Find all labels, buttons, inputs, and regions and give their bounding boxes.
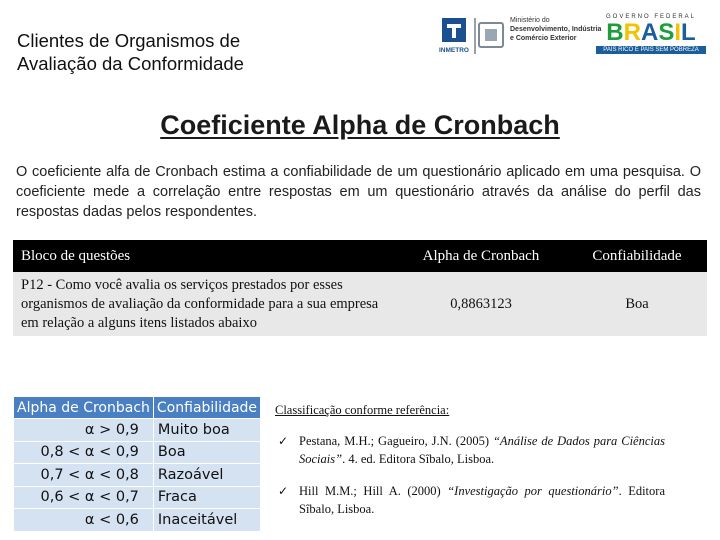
reliability-cell: Boa	[567, 272, 707, 336]
table-row	[14, 509, 261, 532]
brasil-letter: A	[640, 19, 659, 46]
ministry-line-3: e Comércio Exterior	[510, 35, 577, 42]
brasil-logo	[596, 14, 706, 58]
brasil-letter: L	[681, 19, 696, 46]
reference-publisher: . 4. ed. Editora Sîbalo, Lisboa.	[342, 452, 495, 466]
table-row	[14, 464, 261, 487]
brasil-wordmark	[596, 21, 706, 45]
alpha-range-cell: 0,7 < α < 0,8	[14, 464, 154, 487]
reference-title: “Análise de Dados para Ciências Sociais”	[299, 434, 665, 466]
reliability-label-cell: Fraca	[153, 486, 260, 509]
brasil-tagline: PAÍS RICO É PAÍS SEM POBREZA	[596, 46, 706, 54]
page-title: Coeficiente Alpha de Cronbach	[160, 110, 560, 140]
cronbach-results-table	[13, 240, 707, 336]
alpha-range-cell: 0,6 < α < 0,7	[14, 486, 154, 509]
inmetro-logo-text: INMETRO	[439, 47, 469, 54]
brasil-letter: S	[658, 19, 675, 46]
header-title-line-1: Clientes de Organismos de	[17, 30, 241, 51]
reference-authors: Hill M.M.; Hill A. (2000)	[299, 484, 448, 498]
reliability-label-cell: Boa	[153, 441, 260, 464]
classification-header-reliability: Confiabilidade	[153, 397, 260, 419]
brasil-letter: B	[606, 19, 624, 46]
reference-title: “Investigação por questionário”	[447, 484, 619, 498]
header-question-block: Bloco de questões	[13, 240, 395, 272]
header-title-line-2: Avaliação da Conformidade	[17, 53, 244, 74]
brasil-letter: R	[623, 19, 641, 46]
header-alpha: Alpha de Cronbach	[395, 240, 567, 272]
brasil-gov-text: GOVERNO FEDERAL	[605, 14, 696, 20]
references-section	[275, 403, 665, 532]
header-reliability: Confiabilidade	[567, 240, 707, 272]
classification-header-alpha: Alpha de Cronbach	[14, 397, 154, 419]
alpha-range-cell: α < 0,6	[14, 509, 154, 532]
reliability-label-cell: Razoável	[153, 464, 260, 487]
header-title	[17, 29, 347, 75]
reference-item	[275, 482, 665, 518]
table-row	[14, 486, 261, 509]
alpha-range-cell: α > 0,9	[14, 419, 154, 442]
classification-header-row	[14, 397, 261, 419]
reliability-label-cell: Inaceitável	[153, 509, 260, 532]
table-row	[13, 272, 707, 336]
reference-publisher: . Editora Sîbalo, Lisboa.	[299, 484, 665, 516]
reference-authors: Pestana, M.H.; Gagueiro, J.N. (2005)	[299, 434, 493, 448]
ministry-line-2: Desenvolvimento, Indústria	[510, 26, 602, 33]
ministry-text	[510, 16, 601, 43]
logo-divider	[474, 18, 476, 54]
ministry-logo	[478, 16, 608, 56]
references-heading: Classificação conforme referência:	[275, 403, 450, 417]
classification-table	[13, 396, 261, 532]
alpha-value-cell: 0,8863123	[395, 272, 567, 336]
checkmark-icon: ✓	[278, 484, 289, 498]
checkmark-icon: ✓	[278, 434, 289, 448]
question-cell: P12 - Como você avalia os serviços prestados por esses organismos de avaliação da conformidade para a sua empresa em relação a alguns itens listados abaixo	[13, 272, 395, 336]
ministry-line-1: Ministério do	[510, 17, 550, 24]
intro-paragraph: O coeficiente alfa de Cronbach estima a confiabilidade de um questionário aplicado em uma pesquisa. O coeficiente mede a correlação entre respostas em um questionário através da análise do perfil das respostas dadas pelos respondentes.	[16, 164, 701, 220]
table-row	[14, 441, 261, 464]
reference-item	[275, 432, 665, 468]
brasil-letter: I	[674, 19, 682, 46]
alpha-range-cell: 0,8 < α < 0,9	[14, 441, 154, 464]
ministry-emblem-icon	[478, 22, 504, 48]
table-row	[14, 419, 261, 442]
inmetro-logo	[436, 16, 472, 56]
results-header-row	[13, 240, 707, 272]
reliability-label-cell: Muito boa	[153, 419, 260, 442]
header-logos	[436, 14, 706, 58]
